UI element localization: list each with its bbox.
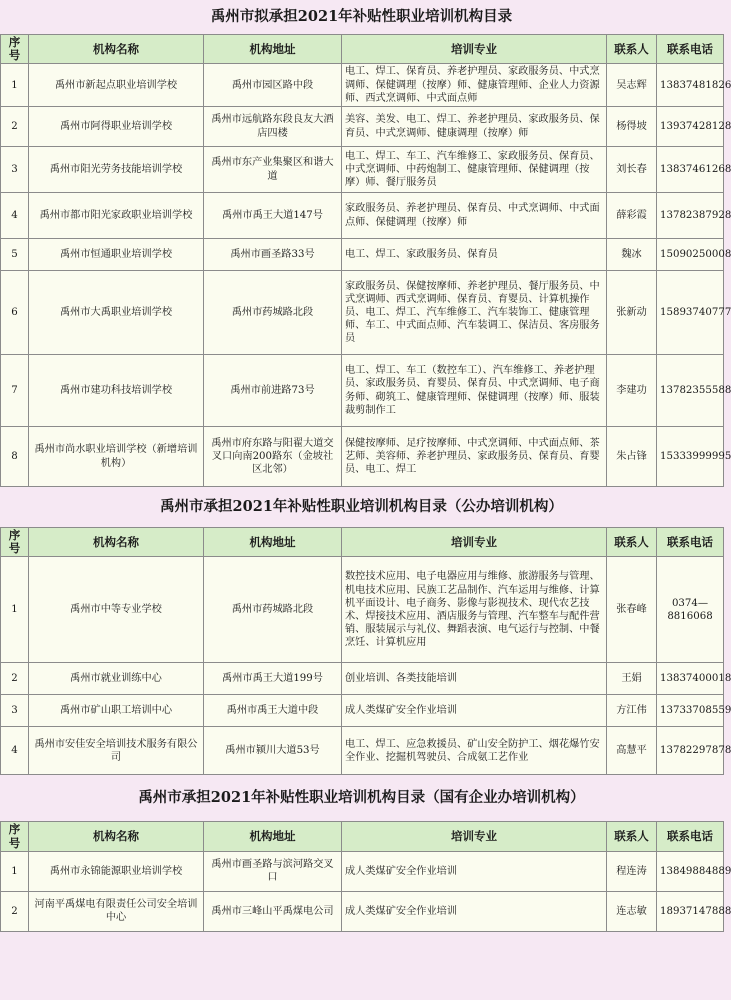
row-number: 1: [1, 851, 29, 891]
training-majors: 数控技术应用、电子电器应用与维修、旅游服务与管理、机电技术应用、民族工艺品制作、汽车运用与维修、计算机平面设计、电子商务、影像与影视技术、现代农艺技术、焊接技术应用、酒店服务与管理、汽车整车与配件营销、服装展示与礼仪、舞蹈表演、电气运行与控制、中餐烹饪、计算机应用: [342, 557, 607, 663]
contact-person: 吴志辉: [607, 64, 657, 107]
row-number: 3: [1, 147, 29, 193]
org-name: 禹州市新起点职业培训学校: [29, 64, 204, 107]
org-name: 禹州市矿山职工培训中心: [29, 695, 204, 727]
org-name: 禹州市大禹职业培训学校: [29, 271, 204, 355]
contact-phone: 15333999995: [657, 427, 724, 487]
section-title: 禹州市承担2021年补贴性职业培训机构目录（公办培训机构）: [160, 498, 563, 516]
table-header-row: [1, 822, 724, 851]
contact-person: 连志敏: [607, 891, 657, 931]
contact-phone: 13837461268: [657, 147, 724, 193]
org-address: 禹州市前进路73号: [204, 355, 342, 427]
org-name: 禹州市永锦能源职业培训学校: [29, 851, 204, 891]
org-address: 禹州市禹王大道147号: [204, 193, 342, 239]
org-name: 禹州市安佳安全培训技术服务有限公司: [29, 727, 204, 775]
contact-phone: 15893740777: [657, 271, 724, 355]
row-number: 2: [1, 891, 29, 931]
table-row: [1, 695, 724, 727]
column-header-org-name: 机构名称: [29, 528, 204, 557]
contact-phone: 13782297878: [657, 727, 724, 775]
table-row: [1, 271, 724, 355]
table-row: [1, 427, 724, 487]
contact-phone: 15090250008: [657, 239, 724, 271]
contact-phone: 13782355588: [657, 355, 724, 427]
training-majors: 家政服务员、养老护理员、保育员、中式烹调师、中式面点师、保健调理（按摩）师: [342, 193, 607, 239]
contact-person: 朱占锋: [607, 427, 657, 487]
column-header-row-number: 序号: [1, 822, 29, 851]
training-majors: 成人类煤矿安全作业培训: [342, 851, 607, 891]
contact-person: 程连涛: [607, 851, 657, 891]
column-header-contact-phone: 联系电话: [657, 528, 724, 557]
org-address: 禹州市远航路东段良友大酒店四楼: [204, 107, 342, 147]
org-address: 禹州市画圣路与滨河路交叉口: [204, 851, 342, 891]
section-title: 禹州市承担2021年补贴性职业培训机构目录（国有企业办培训机构）: [138, 789, 585, 807]
column-header-training-majors: 培训专业: [342, 528, 607, 557]
org-address: 禹州市颍川大道53号: [204, 727, 342, 775]
column-header-org-address: 机构地址: [204, 35, 342, 64]
contact-phone: 13837400018: [657, 663, 724, 695]
org-address: 禹州市药城路北段: [204, 271, 342, 355]
row-number: 4: [1, 727, 29, 775]
training-majors: 电工、焊工、车工、汽车维修工、家政服务员、保育员、中式烹调师、中药炮制工、健康管理师、保健调理（按摩）师、餐厅服务员: [342, 147, 607, 193]
section-title: 禹州市拟承担2021年补贴性职业培训机构目录: [210, 8, 513, 25]
column-header-contact-person: 联系人: [607, 822, 657, 851]
table-row: [1, 355, 724, 427]
contact-person: 高慧平: [607, 727, 657, 775]
org-name: 禹州市中等专业学校: [29, 557, 204, 663]
training-majors: 电工、焊工、保育员、养老护理员、家政服务员、中式烹调师、保健调理（按摩）师、健康管理师、企业人力资源师、西式烹调师、中式面点师: [342, 64, 607, 107]
table-row: [1, 727, 724, 775]
table-row: [1, 557, 724, 663]
contact-person: 李建功: [607, 355, 657, 427]
org-name: 禹州市就业训练中心: [29, 663, 204, 695]
org-address: 禹州市禹王大道199号: [204, 663, 342, 695]
table-row: [1, 663, 724, 695]
row-number: 5: [1, 239, 29, 271]
contact-phone: 13733708559: [657, 695, 724, 727]
org-address: 禹州市府东路与阳翟大道交叉口向南200路东（金坡社区北邻）: [204, 427, 342, 487]
row-number: 8: [1, 427, 29, 487]
column-header-training-majors: 培训专业: [342, 35, 607, 64]
org-name: 禹州市都市阳光家政职业培训学校: [29, 193, 204, 239]
contact-person: 方江伟: [607, 695, 657, 727]
org-address: 禹州市园区路中段: [204, 64, 342, 107]
training-majors: 保健按摩师、足疗按摩师、中式烹调师、中式面点师、茶艺师、美容师、养老护理员、家政服务员、保育员、育婴员、电工、焊工: [342, 427, 607, 487]
training-majors: 成人类煤矿安全作业培训: [342, 695, 607, 727]
contact-phone: 0374—8816068: [657, 557, 724, 663]
column-header-org-name: 机构名称: [29, 822, 204, 851]
row-number: 7: [1, 355, 29, 427]
row-number: 2: [1, 107, 29, 147]
training-majors: 美容、美发、电工、焊工、养老护理员、家政服务员、保育员、中式烹调师、健康调理（按摩）师: [342, 107, 607, 147]
column-header-contact-person: 联系人: [607, 528, 657, 557]
column-header-contact-phone: 联系电话: [657, 822, 724, 851]
training-majors: 电工、焊工、应急救援员、矿山安全防护工、烟花爆竹安全作业、挖掘机驾驶员、合成氨工艺作业: [342, 727, 607, 775]
contact-phone: 13937428128: [657, 107, 724, 147]
column-header-contact-person: 联系人: [607, 35, 657, 64]
org-name: 禹州市阳光劳务技能培训学校: [29, 147, 204, 193]
table-row: [1, 891, 724, 931]
row-number: 1: [1, 64, 29, 107]
column-header-row-number: 序号: [1, 35, 29, 64]
org-name: 禹州市建功科技培训学校: [29, 355, 204, 427]
contact-phone: 13849884889: [657, 851, 724, 891]
column-header-training-majors: 培训专业: [342, 822, 607, 851]
row-number: 1: [1, 557, 29, 663]
contact-person: 魏冰: [607, 239, 657, 271]
org-address: 禹州市三峰山平禹煤电公司: [204, 891, 342, 931]
table-row: [1, 147, 724, 193]
column-header-org-address: 机构地址: [204, 822, 342, 851]
institution-table: [0, 527, 731, 775]
org-address: 禹州市东产业集聚区和谐大道: [204, 147, 342, 193]
row-number: 4: [1, 193, 29, 239]
org-name: 禹州市尚水职业培训学校（新增培训机构）: [29, 427, 204, 487]
org-address: 禹州市禹王大道中段: [204, 695, 342, 727]
contact-person: 张春峰: [607, 557, 657, 663]
table-header-row: [1, 528, 724, 557]
contact-person: 薛彩霞: [607, 193, 657, 239]
table-row: [1, 64, 724, 107]
contact-person: 刘长春: [607, 147, 657, 193]
contact-phone: 13837481826: [657, 64, 724, 107]
column-header-org-name: 机构名称: [29, 35, 204, 64]
contact-person: 杨得坡: [607, 107, 657, 147]
column-header-contact-phone: 联系电话: [657, 35, 724, 64]
training-majors: 家政服务员、保健按摩师、养老护理员、餐厅服务员、中式烹调师、西式烹调师、保育员、育婴员、计算机操作员、电工、焊工、汽车维修工、汽车装饰工、健康管理师、车工、中式面点师、汽车装调工、保洁员、客房服务员: [342, 271, 607, 355]
table-row: [1, 851, 724, 891]
contact-person: 张新动: [607, 271, 657, 355]
training-majors: 电工、焊工、车工（数控车工）、汽车维修工、养老护理员、家政服务员、育婴员、保育员、中式烹调师、电子商务师、砌筑工、健康管理师、保健调理（按摩）师、服装裁剪制作工: [342, 355, 607, 427]
contact-phone: 13782387928: [657, 193, 724, 239]
training-majors: 创业培训、各类技能培训: [342, 663, 607, 695]
training-majors: 电工、焊工、家政服务员、保育员: [342, 239, 607, 271]
row-number: 2: [1, 663, 29, 695]
table-header-row: [1, 35, 724, 64]
table-row: [1, 107, 724, 147]
row-number: 3: [1, 695, 29, 727]
org-address: 禹州市药城路北段: [204, 557, 342, 663]
contact-person: 王娟: [607, 663, 657, 695]
table-row: [1, 239, 724, 271]
institution-table: [0, 34, 731, 487]
org-name: 禹州市恒通职业培训学校: [29, 239, 204, 271]
org-name: 禹州市阿得职业培训学校: [29, 107, 204, 147]
column-header-row-number: 序号: [1, 528, 29, 557]
row-number: 6: [1, 271, 29, 355]
org-address: 禹州市画圣路33号: [204, 239, 342, 271]
contact-phone: 18937147888: [657, 891, 724, 931]
table-row: [1, 193, 724, 239]
training-majors: 成人类煤矿安全作业培训: [342, 891, 607, 931]
org-name: 河南平禹煤电有限责任公司安全培训中心: [29, 891, 204, 931]
institution-table: [0, 821, 731, 931]
column-header-org-address: 机构地址: [204, 528, 342, 557]
